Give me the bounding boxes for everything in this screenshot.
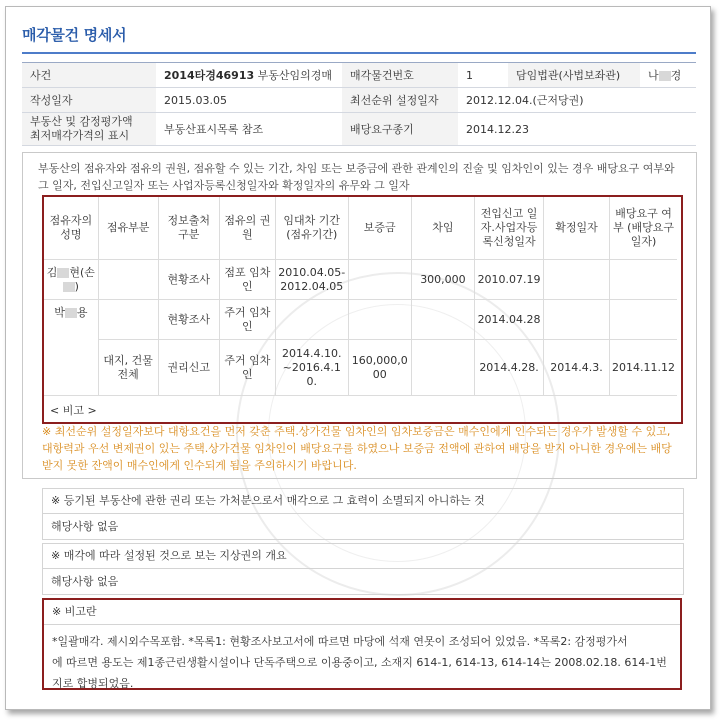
- fixed-date: 2014.4.3.: [544, 340, 610, 396]
- fixed-date: [544, 260, 610, 300]
- remark-header: ※ 비고란: [44, 600, 680, 625]
- remark-line: *일괄매각. 제시외수목포함. *목록1: 현황조사보고서에 따르면 마당에 석재 연못이 조성되어 있었음. *목록2: 감정평가서: [52, 635, 628, 648]
- occupancy-right: 점포 임차인: [219, 260, 275, 300]
- case-number-cell: [156, 63, 342, 88]
- col-header-movein: 전입신고 일자.사업자등록신청일자: [475, 197, 544, 260]
- movein-date: 2014.4.28.: [475, 340, 544, 396]
- item-number-label: 매각물건번호: [342, 63, 458, 88]
- dividend-request: [610, 300, 677, 340]
- table-remark-label: < 비고 >: [50, 404, 97, 417]
- occupancy-right: 주거 임차인: [219, 300, 275, 340]
- col-header-source: 정보출처 구분: [158, 197, 219, 260]
- judge-name-cell: [640, 63, 696, 88]
- section-body: 해당사항 없음: [51, 575, 119, 588]
- dividend-request: 2014.11.12: [610, 340, 677, 396]
- rent: [411, 340, 474, 396]
- col-header-period: 임대차 기간 (점유기간): [275, 197, 348, 260]
- title-divider: [22, 52, 696, 54]
- rent: [411, 300, 474, 340]
- created-label: 작성일자: [22, 88, 156, 113]
- info-source: 현황조사: [158, 300, 219, 340]
- case-info-table: [22, 62, 696, 146]
- movein-date: 2010.07.19: [475, 260, 544, 300]
- item-number: 1: [458, 63, 508, 88]
- occupied-part: 대지, 건물 전체: [98, 340, 158, 396]
- info-source: 권리신고: [158, 340, 219, 396]
- priority-label: 최선순위 설정일자: [342, 88, 458, 113]
- table-row: [44, 260, 677, 300]
- occupant-name: [44, 300, 98, 396]
- dividend-request: [610, 260, 677, 300]
- movein-date: 2014.04.28: [475, 300, 544, 340]
- rent: 300,000: [411, 260, 474, 300]
- dividend-deadline: 2014.12.23: [458, 113, 696, 146]
- name-part: 용: [76, 306, 88, 319]
- judge-name-first: 나: [648, 69, 659, 82]
- redaction-mark: [57, 268, 69, 278]
- col-header-part: 점유부분: [98, 197, 158, 260]
- created-date: 2015.03.05: [156, 88, 342, 113]
- judge-name-last: 경: [670, 69, 682, 82]
- page-title: 매각물건 명세서: [22, 26, 127, 44]
- redaction-mark: [65, 308, 77, 318]
- table-row: [44, 340, 677, 396]
- judge-label: 담임법관(사법보좌관): [508, 63, 640, 88]
- redaction-mark: [63, 282, 75, 292]
- remark-line: 에 따르면 용도는 제1종근린생활시설이나 단독주택으로 이용중이고, 소재지 614-1, 614-13, 614-14는 2008.02.18. 614-1번: [52, 656, 667, 669]
- redaction-mark: [659, 71, 671, 81]
- section-body: 해당사항 없음: [51, 520, 119, 533]
- appraisal-value: 부동산표시목록 참조: [156, 113, 342, 146]
- case-number: 2014타경46913: [164, 69, 255, 82]
- appraisal-label-line1: 부동산 및 감정평가액: [30, 115, 133, 128]
- col-header-deposit: 보증금: [348, 197, 411, 260]
- case-type: 부동산임의경매: [257, 69, 333, 82]
- name-part: 현(손: [69, 265, 95, 279]
- appraisal-label-line2: 최저매각가격의 표시: [30, 129, 130, 142]
- lease-period: [275, 300, 348, 340]
- deposit: [348, 260, 411, 300]
- lease-period: 2014.4.10.~2016.4.10.: [275, 340, 348, 396]
- name-part: ): [74, 279, 79, 293]
- section-header: ※ 매각에 따라 설정된 것으로 보는 지상권의 개요: [43, 544, 683, 569]
- occupancy-right: 주거 임차인: [219, 340, 275, 396]
- col-header-rent: 차임: [411, 197, 474, 260]
- occupant-name: [44, 260, 98, 300]
- section-header: ※ 등기된 부동산에 관한 권리 또는 가처분으로서 매각으로 그 효력이 소멸되지 아니하는 것: [43, 489, 683, 514]
- col-header-right: 점유의 권원: [219, 197, 275, 260]
- warning-note: ※ 최선순위 설정일자보다 대항요건을 먼저 갖춘 주택.상가건물 임차인의 임차보증금은 매수인에게 인수되는 경우가 발생할 수 있고, 대항력과 우선 변제권이 있는 주택.상가건물 임차인이 배당요구를 하였으나 보증금 전액에 관하여 배당을 받지 아니한 경우에는 배당받지 못한 잔액이 매수인에게 인수되게 됨을 주의하시기 바랍니다.: [42, 425, 672, 472]
- dividend-label: 배당요구종기: [342, 113, 458, 146]
- remark-box: [42, 598, 682, 690]
- name-part: 김: [46, 265, 58, 279]
- occupied-part: [98, 260, 158, 300]
- col-header-fixed-date: 확정일자: [544, 197, 610, 260]
- lease-period: 2010.04.05-2012.04.05: [275, 260, 348, 300]
- col-header-dividend: 배당요구 여부 (배당요구일자): [610, 197, 677, 260]
- deposit: 160,000,000: [348, 340, 411, 396]
- name-part: 박: [54, 306, 65, 319]
- occupancy-table: [44, 197, 677, 396]
- table-row: [44, 300, 677, 340]
- remark-line: 지로 합병되었음.: [52, 677, 134, 690]
- appraisal-label: [22, 113, 156, 146]
- superficies-section: [42, 543, 684, 595]
- col-header-occupant: 점유자의 성명: [44, 197, 98, 260]
- table-header-row: [44, 197, 677, 260]
- document-frame: [5, 6, 711, 710]
- remark-body: [44, 625, 680, 694]
- deposit: [348, 300, 411, 340]
- priority-value: 2012.12.04.(근저당권): [458, 88, 696, 113]
- case-label: 사건: [22, 63, 156, 88]
- fixed-date: [544, 300, 610, 340]
- info-source: 현황조사: [158, 260, 219, 300]
- occupancy-description: 부동산의 점유자와 점유의 권원, 점유할 수 있는 기간, 차임 또는 보증금에 관한 관계인의 진술 및 임차인이 있는 경우 배당요구 여부와 그 일자, 전입신고일자 또는 사업자등록신청일자와 확정일자의 유무와 그 일자: [38, 162, 675, 192]
- occupied-part: [98, 300, 158, 340]
- extinguish-rights-section: [42, 488, 684, 540]
